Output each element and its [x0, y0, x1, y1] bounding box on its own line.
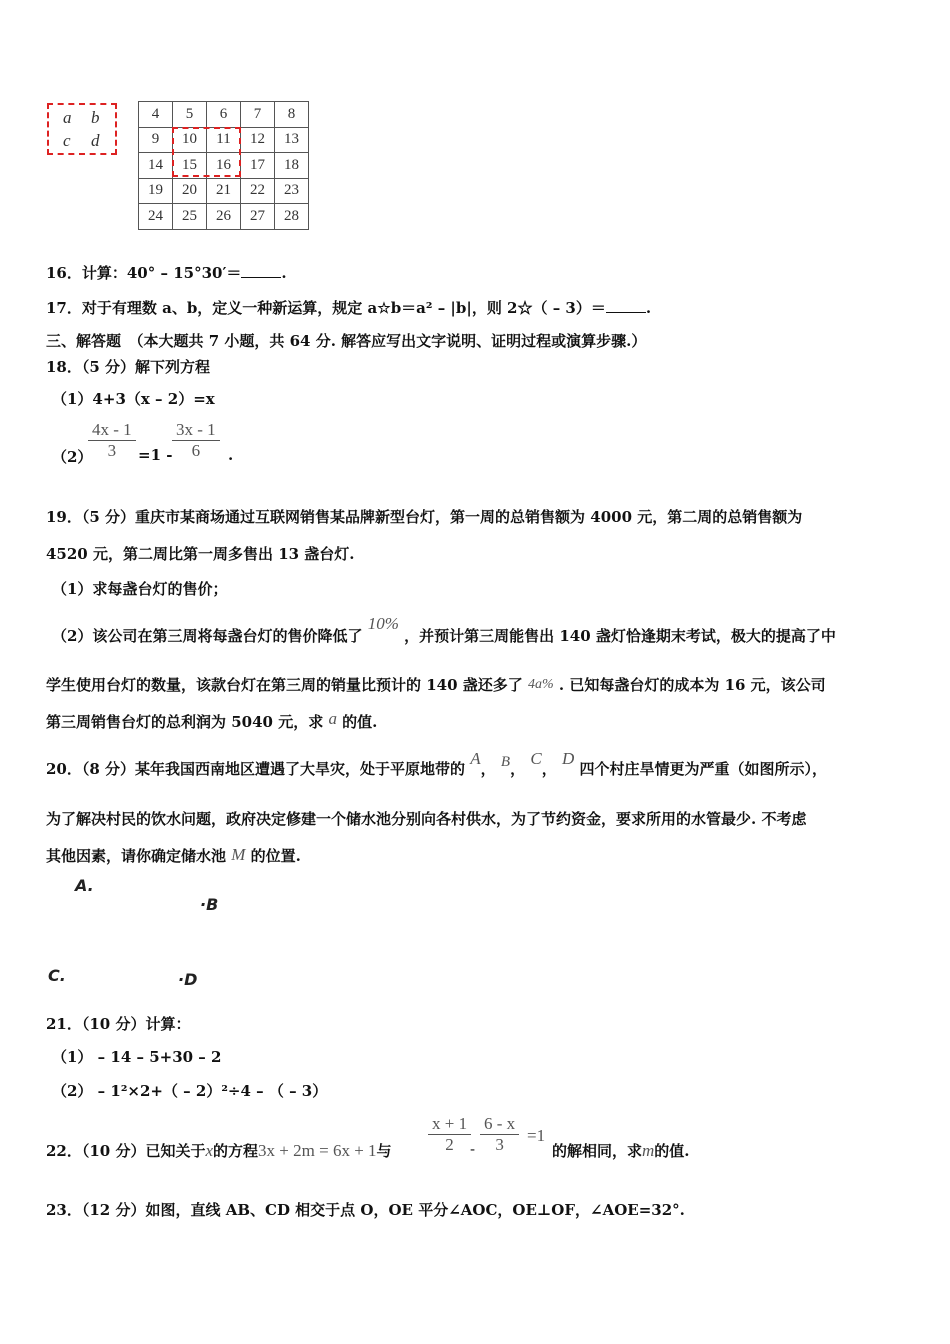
grid-cell: 5 — [173, 102, 207, 128]
fraction-denominator: 3 — [88, 440, 136, 461]
text-segment: 20．（8 分）某年我国西南地区遭遇了大旱灾，处于平原地带的 — [46, 760, 466, 778]
question-22-tail — [552, 1140, 690, 1161]
grid-cell: 9 — [139, 127, 173, 153]
grid-cell: 16 — [207, 153, 241, 179]
fraction-numerator: x + 1 — [432, 1114, 468, 1133]
separator: ， — [541, 760, 557, 778]
grid-cell: 21 — [207, 178, 241, 204]
text-segment: 的位置. — [250, 847, 301, 865]
grid-cell: 10 — [173, 127, 207, 153]
equation-1: 3x + 2m = 6x + 1 — [258, 1141, 377, 1160]
fraction-3 — [428, 1114, 471, 1155]
question-19-part-1: （1）求每盏台灯的售价； — [52, 580, 228, 598]
text-segment: 与 — [376, 1142, 392, 1160]
text-segment: . 已知每盏台灯的成本为 16 元，该公司 — [558, 676, 826, 694]
text-segment: ，并预计第三周能售出 140 盏灯恰逢期末考试，极大的提高了中 — [404, 627, 836, 645]
grid-cell: 12 — [241, 127, 275, 153]
fraction-2 — [172, 420, 220, 461]
question-21-part-2: （2） – 1²×2+（ – 2）²÷4 – （ – 3） — [52, 1082, 328, 1100]
legend-c: c — [63, 131, 71, 150]
question-19-line-2: 4520 元，第二周比第一周多售出 13 盏台灯. — [46, 545, 355, 563]
question-18-title: 18．（5 分）解下列方程 — [46, 358, 211, 376]
equation-middle: =1 - — [138, 446, 173, 464]
text-segment: 22．（10 分）已知关于 — [46, 1142, 206, 1160]
text-segment: 第三周销售台灯的总利润为 5040 元，求 — [46, 713, 324, 731]
separator: ， — [510, 760, 526, 778]
grid-cell: 25 — [173, 204, 207, 230]
section-heading: 三、解答题 （本大题共 7 小题，共 64 分. 解答应写出文字说明、证明过程或演算步骤.） — [46, 332, 647, 350]
question-20-line-3 — [46, 845, 301, 866]
question-16-end: . — [281, 264, 287, 282]
question-19-line-5 — [46, 674, 826, 695]
equation-end: . — [228, 446, 234, 464]
grid-cell: 8 — [275, 102, 309, 128]
question-17 — [46, 297, 651, 318]
point-a: A. — [75, 876, 94, 895]
variable-m: m — [642, 1141, 655, 1160]
grid-cell: 17 — [241, 153, 275, 179]
fraction-1 — [88, 420, 136, 461]
grid-cell: 22 — [241, 178, 275, 204]
question-17-end: . — [645, 299, 652, 317]
text-segment: 其他因素，请你确定储水池 — [46, 847, 227, 865]
fraction-numerator: 3x - 1 — [176, 420, 216, 439]
text-segment: 的值. — [342, 713, 378, 731]
grid-cell: 7 — [241, 102, 275, 128]
variable-x: x — [205, 1141, 214, 1160]
legend-box — [47, 103, 117, 155]
fraction-denominator: 3 — [480, 1134, 519, 1155]
grid-cell: 15 — [173, 153, 207, 179]
question-18-part-2-label: （2） — [52, 448, 93, 466]
minus-sign: - — [470, 1140, 476, 1158]
grid-cell: 14 — [139, 153, 173, 179]
fraction-4 — [480, 1114, 519, 1155]
text-segment: （2）该公司在第三周将每盏台灯的售价降低了 — [52, 627, 363, 645]
fraction-numerator: 4x - 1 — [92, 420, 132, 439]
grid-cell: 20 — [173, 178, 207, 204]
text-segment: 的方程 — [213, 1142, 259, 1160]
legend-b: b — [91, 108, 100, 127]
percent-value: 4a% — [528, 677, 554, 692]
point-d: ·D — [178, 970, 198, 989]
variable-a: a — [328, 709, 337, 728]
text-segment: 的解相同，求 — [552, 1142, 643, 1160]
separator: ， — [480, 760, 496, 778]
village-d-label: D — [561, 749, 575, 768]
text-segment: 学生使用台灯的数量，该款台灯在第三周的销量比预计的 140 盏还多了 — [46, 676, 523, 694]
village-a-label: A — [470, 749, 481, 768]
fraction-numerator: 6 - x — [484, 1114, 516, 1133]
grid-cell: 6 — [207, 102, 241, 128]
text-segment: 的值. — [654, 1142, 690, 1160]
grid-cell: 13 — [275, 127, 309, 153]
point-b: ·B — [200, 895, 219, 914]
percent-value: 10% — [367, 614, 399, 633]
question-18-part-1: （1）4+3（x – 2）=x — [52, 390, 215, 408]
text-segment: 四个村庄旱情更为严重（如图所示）， — [579, 760, 827, 778]
variable-m: M — [231, 845, 246, 864]
grid-cell: 18 — [275, 153, 309, 179]
grid-cell: 27 — [241, 204, 275, 230]
grid-cell: 11 — [207, 127, 241, 153]
legend-d: d — [91, 131, 100, 150]
grid-cell: 24 — [139, 204, 173, 230]
question-19-part-2 — [52, 614, 836, 646]
question-23: 23．（12 分）如图，直线 AB、CD 相交于点 O，OE 平分∠AOC，OE⊥OF，∠AOE=32°. — [46, 1201, 685, 1219]
question-22 — [46, 1140, 392, 1161]
question-19-line-6 — [46, 711, 377, 732]
village-c-label: C — [530, 749, 542, 768]
question-19-line-1: 19．（5 分）重庆市某商场通过互联网销售某品牌新型台灯，第一周的总销售额为 4000 元，第二周的总销售额为 — [46, 508, 803, 526]
fraction-denominator: 6 — [172, 440, 220, 461]
legend-a: a — [63, 108, 72, 127]
question-21-part-1: （1） – 14 – 5+30 – 2 — [52, 1048, 222, 1066]
question-16-text: 16．计算：40° – 15°30′＝ — [46, 264, 242, 282]
village-b-label: B — [500, 754, 511, 770]
grid-selection-box — [172, 127, 241, 177]
grid-cell: 28 — [275, 204, 309, 230]
question-20-line-2: 为了解决村民的饮水问题，政府决定修建一个储水池分别向各村供水，为了节约资金，要求所用的水管最少. 不考虑 — [46, 810, 807, 828]
equals-one: =1 — [527, 1126, 546, 1145]
question-20-line-1 — [46, 749, 827, 779]
grid-cell: 26 — [207, 204, 241, 230]
point-c: C. — [48, 966, 66, 985]
question-16 — [46, 262, 287, 283]
grid-cell: 23 — [275, 178, 309, 204]
grid-cell: 19 — [139, 178, 173, 204]
question-21-title: 21．（10 分）计算： — [46, 1015, 191, 1033]
answer-blank — [241, 263, 281, 278]
question-17-text: 17．对于有理数 a、b，定义一种新运算，规定 a☆b＝a² – |b|，则 2☆（ – 3）＝ — [46, 299, 606, 317]
grid-cell: 4 — [139, 102, 173, 128]
fraction-denominator: 2 — [428, 1134, 471, 1155]
answer-blank — [606, 298, 646, 313]
